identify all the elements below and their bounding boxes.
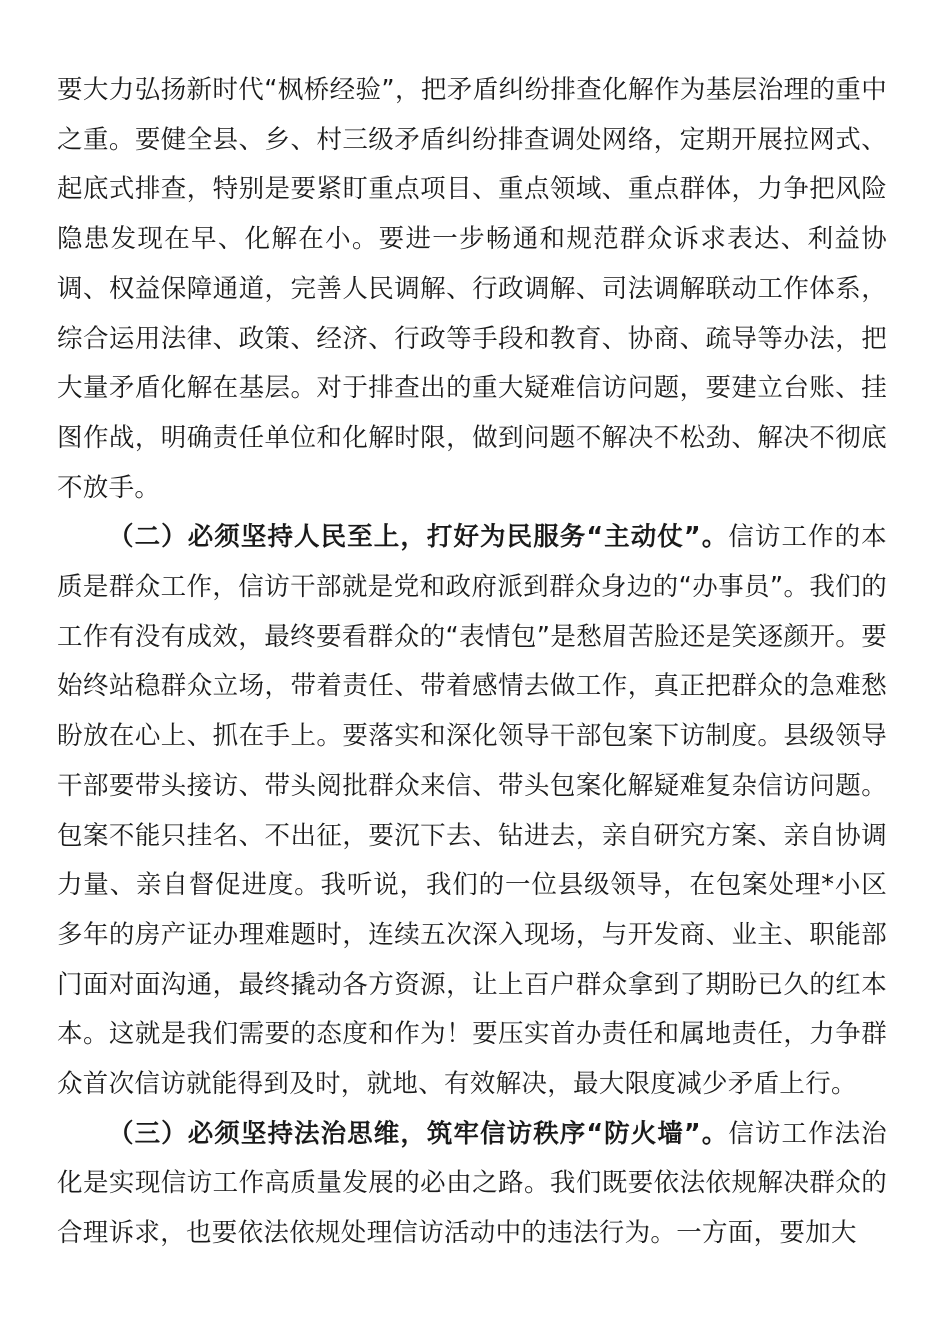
paragraph-3-text: 信访工作法治化是实现信访工作高质量发展的必由之路。我们既要依法依规解决群众的合理诉求，也要依法依规处理信访活动中的违法行为。一方面，要加大 bbox=[57, 1118, 887, 1249]
section-heading-3: （三）必须坚持法治思维，筑牢信访秩序“防火墙”。 bbox=[108, 1118, 729, 1149]
paragraph-2-text: 信访工作的本质是群众工作，信访干部就是党和政府派到群众身边的“办事员”。我们的工作有没有成效，最终要看群众的“表情包”是愁眉苦脸还是笑逐颜开。要始终站稳群众立场，带着责任、带着感情去做工作，真正把群众的急难愁盼放在心上、抓在手上。要落实和深化领导干部包案下访制度。县级领导干部要带头接访、带头阅批群众来信、带头包案化解疑难复杂信访问题。包案不能只挂名、不出征，要沉下去、钻进去，亲自研究方案、亲自协调力量、亲自督促进度。我听说，我们的一位县级领导，在包案处理*小区多年的房产证办理难题时，连续五次深入现场，与开发商、业主、职能部门面对面沟通，最终撬动各方资源，让上百户群众拿到了期盼已久的红本本。这就是我们需要的态度和作为！要压实首办责任和属地责任，力争群众首次信访就能得到及时，就地、有效解决，最大限度减少矛盾上行。 bbox=[57, 522, 887, 1100]
paragraph-3 bbox=[57, 1110, 887, 1259]
paragraph-2 bbox=[57, 513, 887, 1109]
section-heading-2: （二）必须坚持人民至上，打好为民服务“主动仗”。 bbox=[108, 522, 729, 553]
document-body bbox=[57, 66, 887, 1259]
paragraph-1-text: 要大力弘扬新时代“枫桥经验”，把矛盾纠纷排查化解作为基层治理的重中之重。要健全县、乡、村三级矛盾纠纷排查调处网络，定期开展拉网式、起底式排查，特别是要紧盯重点项目、重点领域、重点群体，力争把风险隐患发现在早、化解在小。要进一步畅通和规范群众诉求表达、利益协调、权益保障通道，完善人民调解、行政调解、司法调解联动工作体系，综合运用法律、政策、经济、行政等手段和教育、协商、疏导等办法，把大量矛盾化解在基层。对于排查出的重大疑难信访问题，要建立台账、挂图作战，明确责任单位和化解时限，做到问题不解决不松劲、解决不彻底不放手。 bbox=[57, 75, 887, 503]
paragraph-1 bbox=[57, 66, 887, 513]
